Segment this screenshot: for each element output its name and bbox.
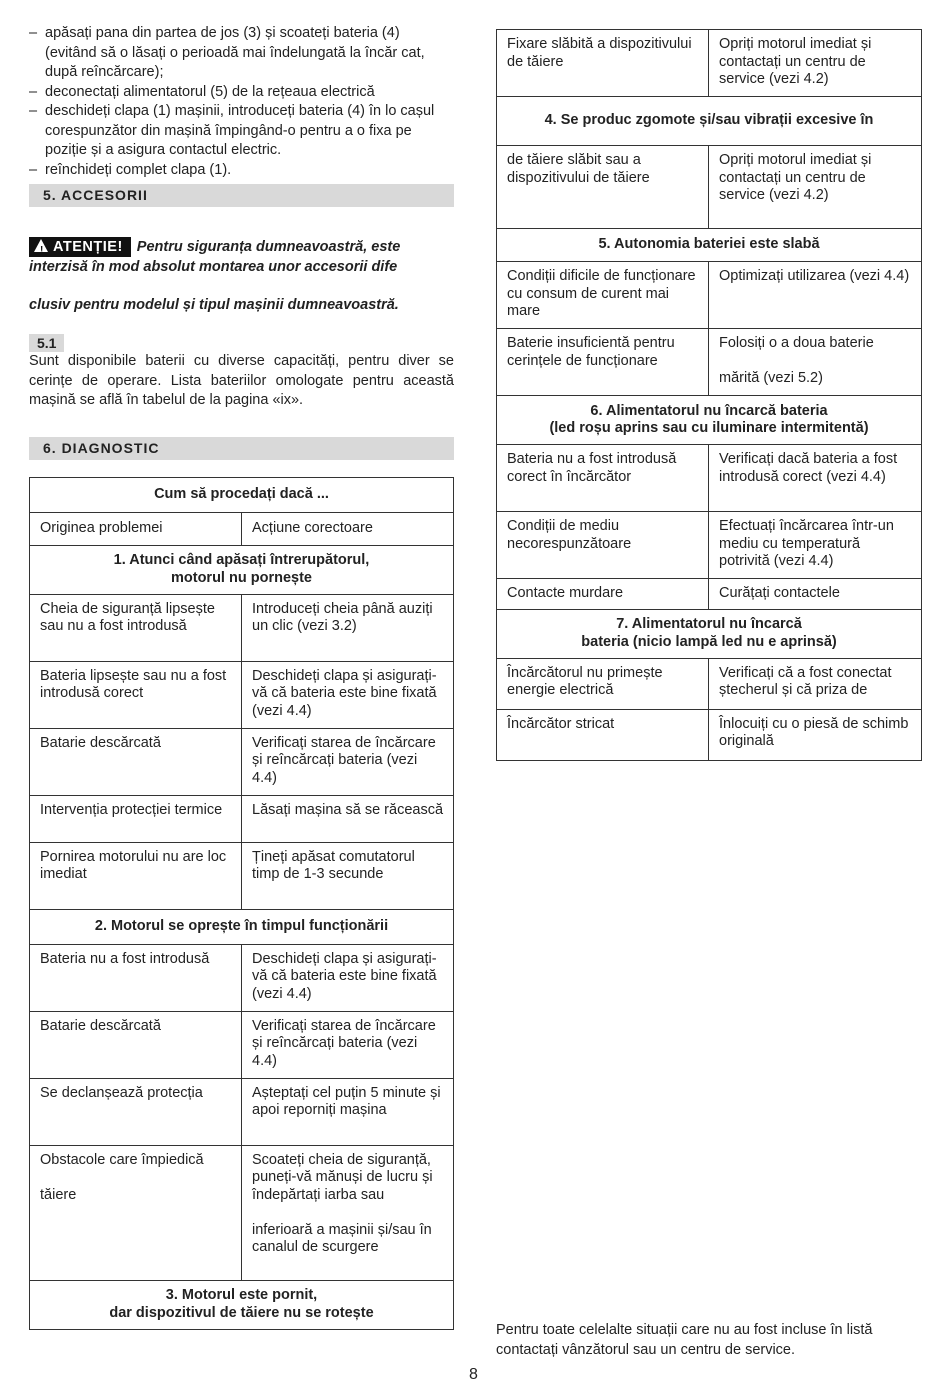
problem-cell: Bateria nu a fost introdusă <box>30 944 242 1011</box>
action-cell: Verificați că a fost conectat ștecherul și că priza de <box>709 658 922 709</box>
action-cell: Verificați starea de încărcare și reîncărcați bateria (vezi 4.4) <box>242 728 454 795</box>
action-cell: Verificați starea de încărcare și reîncărcați bateria (vezi 4.4) <box>242 1011 454 1078</box>
action-cell: Lăsați mașina să se răcească <box>242 795 454 842</box>
action-cell: Opriți motorul imediat și contactați un centru de service (vezi 4.2) <box>709 146 922 229</box>
table-row <box>497 445 922 512</box>
list-item: – deschideți clapa (1) mașinii, introduceți bateria (4) în lo cașul corespunzător din mașină împingând-o pentru a o fixa pe poziție și a asigura contactul electric. <box>29 102 454 161</box>
warning-block <box>29 237 454 277</box>
table-row <box>30 842 454 909</box>
problem-cell: Intervenția protecției termice <box>30 795 242 842</box>
subsection-text: Sunt disponibile baterii cu diverse capacități, pentru diver se cerințe de operare. Lista bateriilor omologate pentru această mașină se află în tabelul de la pagina «ix». <box>29 353 454 408</box>
section-title: 7. Alimentatorul nu încarcă bateria (nicio lampă led nu e aprinsă) <box>497 609 922 658</box>
warning-text-2: clusiv pentru modelul și tipul mașinii dumneavoastră. <box>29 297 399 313</box>
action-cell: Efectuați încărcarea într-un mediu cu temperatură potrivită (vezi 4.4) <box>709 512 922 579</box>
intro-steps-list <box>29 24 454 180</box>
list-item: – reînchideți complet clapa (1). <box>29 161 454 181</box>
column-header-problem: Originea problemei <box>30 512 242 545</box>
problem-cell: Batarie descărcată <box>30 728 242 795</box>
section-heading-diagnostic: 6. DIAGNOSTIC <box>29 437 454 460</box>
footer-note: Pentru toate celelalte situații care nu au fost incluse în listă contactați vânzătorul sau un centru de service. <box>496 1322 873 1358</box>
action-cell: Introduceți cheia până auziți un clic (vezi 3.2) <box>242 594 454 661</box>
problem-cell: Contacte murdare <box>497 579 709 610</box>
section-heading-accessories: 5. ACCESORII <box>29 184 454 207</box>
problem-cell: Fixare slăbită a dispozitivului de tăiere <box>497 30 709 97</box>
action-cell: Scoateți cheia de siguranță, puneți-vă mănuși de lucru și îndepărtați iarba sau inferioară a mașinii și/sau în canalul de scurgere <box>242 1145 454 1280</box>
problem-cell: Bateria nu a fost introdusă corect în încărcător <box>497 445 709 512</box>
left-column <box>29 24 454 1330</box>
subsection-label: 5.1 <box>29 334 64 352</box>
action-cell: Optimizați utilizarea (vezi 4.4) <box>709 262 922 329</box>
section-title: 2. Motorul se oprește în timpul funcționării <box>30 909 454 944</box>
section-title: 1. Atunci când apăsați întrerupătorul, motorul nu pornește <box>30 545 454 594</box>
problem-cell: Baterie insuficientă pentru cerințele de funcționare <box>497 329 709 396</box>
list-item: – deconectați alimentatorul (5) de la rețeaua electrică <box>29 83 454 103</box>
table-row <box>497 658 922 709</box>
column-header-action: Acțiune corectoare <box>242 512 454 545</box>
table-row <box>497 30 922 97</box>
section-title: 3. Motorul este pornit, dar dispozitivul de tăiere nu se rotește <box>30 1280 454 1329</box>
section-title: 6. Alimentatorul nu încarcă bateria (led roșu aprins sau cu iluminare intermitentă) <box>497 396 922 445</box>
table-row <box>497 262 922 329</box>
diagnostic-table-left <box>29 477 454 1330</box>
problem-cell: Pornirea motorului nu are loc imediat <box>30 842 242 909</box>
warning-icon: ! <box>34 239 48 252</box>
table-row <box>497 146 922 229</box>
table-row <box>30 728 454 795</box>
table-row <box>497 709 922 760</box>
warning-text-1: Pentru siguranța dumneavoastră, este interzisă în mod absolut montarea unor accesorii dife <box>29 239 401 275</box>
page-number: 8 <box>469 1366 478 1383</box>
table-row <box>30 1011 454 1078</box>
table-title: Cum să procedați dacă ... <box>30 477 454 512</box>
table-row <box>30 661 454 728</box>
right-column <box>496 29 922 761</box>
action-cell: Deschideți clapa și asigurați-vă că bateria este bine fixată (vezi 4.4) <box>242 944 454 1011</box>
section-title: 4. Se produc zgomote și/sau vibrații excesive în <box>497 97 922 146</box>
problem-cell: Cheia de siguranță lipsește sau nu a fost introdusă <box>30 594 242 661</box>
action-cell: Curățați contactele <box>709 579 922 610</box>
problem-cell: Batarie descărcată <box>30 1011 242 1078</box>
warning-badge: ! ATENȚIE! <box>29 237 131 257</box>
action-cell: Deschideți clapa și asigurați-vă că bateria este bine fixată (vezi 4.4) <box>242 661 454 728</box>
problem-cell: Condiții de mediu necorespunzătoare <box>497 512 709 579</box>
problem-cell: Încărcătorul nu primește energie electrică <box>497 658 709 709</box>
action-cell: Țineți apăsat comutatorul timp de 1-3 secunde <box>242 842 454 909</box>
section-title: 5. Autonomia bateriei este slabă <box>497 229 922 262</box>
action-cell: Înlocuiți cu o piesă de schimb originală <box>709 709 922 760</box>
problem-cell: Încărcător stricat <box>497 709 709 760</box>
problem-cell: Se declanșează protecția <box>30 1078 242 1145</box>
table-row <box>30 944 454 1011</box>
table-row <box>30 795 454 842</box>
list-item: – apăsați pana din partea de jos (3) și scoateți bateria (4) (evitând să o lăsați o perioadă mai îndelungată la încăr cat, după reîncărcare); <box>29 24 454 83</box>
action-cell: Folosiți o a doua baterie mărită (vezi 5.2) <box>709 329 922 396</box>
subsection-5-1 <box>29 334 454 411</box>
problem-cell: Bateria lipsește sau nu a fost introdusă corect <box>30 661 242 728</box>
table-row <box>30 594 454 661</box>
problem-cell: Condiții dificile de funcționare cu consum de curent mai mare <box>497 262 709 329</box>
diagnostic-table-right <box>496 29 922 761</box>
table-row <box>30 1145 454 1280</box>
problem-cell: de tăiere slăbit sau a dispozitivului de tăiere <box>497 146 709 229</box>
action-cell: Verificați dacă bateria a fost introdusă corect (vezi 4.4) <box>709 445 922 512</box>
action-cell: Așteptați cel puțin 5 minute și apoi reporniți mașina <box>242 1078 454 1145</box>
table-row <box>497 512 922 579</box>
table-row <box>497 329 922 396</box>
table-row <box>30 1078 454 1145</box>
table-row <box>497 579 922 610</box>
problem-cell: Obstacole care împiedică tăiere <box>30 1145 242 1280</box>
action-cell: Opriți motorul imediat și contactați un centru de service (vezi 4.2) <box>709 30 922 97</box>
